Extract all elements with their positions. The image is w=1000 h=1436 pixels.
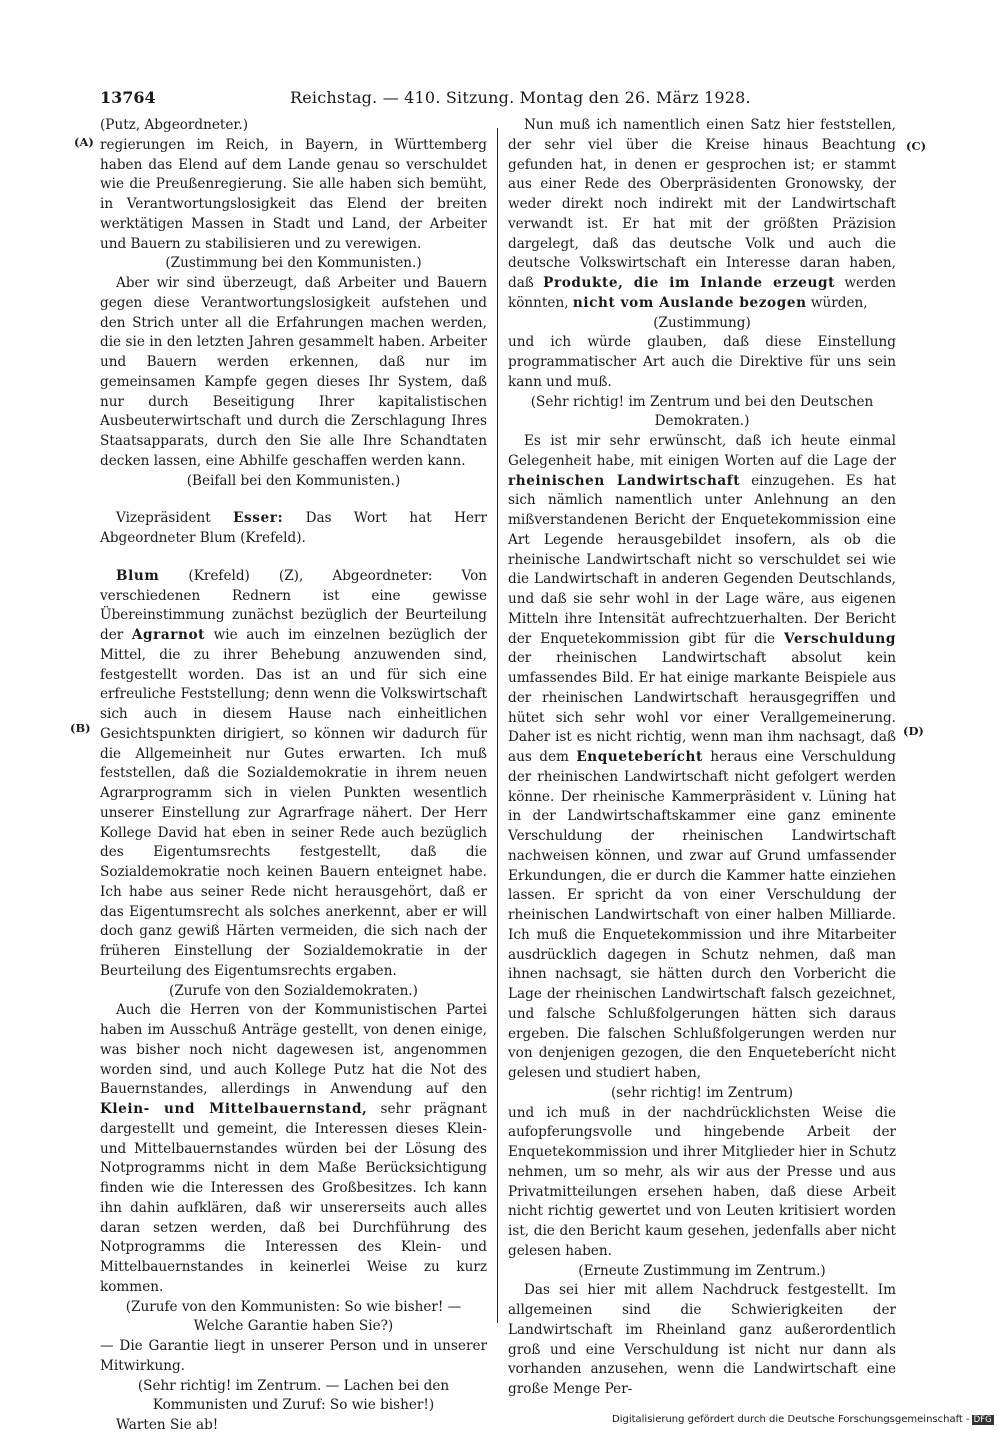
paragraph	[508, 116, 896, 314]
emphasis: nicht vom Auslande bezogen	[572, 294, 807, 311]
speaker-continuation: (Putz, Abgeordneter.)	[100, 117, 249, 133]
interjection: (Erneute Zustimmung im Zentrum.)	[578, 1262, 826, 1279]
interjection: (Zurufe von den Kommunisten: So wie bisher! — Welche Garantie haben Sie?)	[125, 1298, 462, 1335]
left-column	[100, 116, 487, 1436]
paragraph: und ich würde glauben, daß diese Einstellung programmatischer Art auch die Direktive für uns sein kann und muß.	[508, 334, 896, 390]
speaker-name: Blum	[116, 567, 160, 584]
emphasis: Klein- und Mittelbauernstand,	[100, 1101, 368, 1117]
interjection: (sehr richtig! im Zentrum)	[610, 1084, 794, 1101]
interjection: (Beifall bei den Kommunisten.)	[186, 472, 401, 489]
text-run: sehr prägnant dargestellt und gemeint, die Interessen dieses Klein- und Mittelbauernstandes würden bei der Lösung des Notprogramms nicht in dem Maße Berücksichtigung finden wie die Interessen des Großbesitzes. Ich kann ihn dahin aufklären, daß wir unsererseits auch alles daran setzen werden, daß bei Durchführung des Notprogramms die Interessen des Klein- und Mittelbauernstandes in keinerlei Weise zu kurz kommen.	[100, 1101, 487, 1295]
running-title: Reichstag. — 410. Sitzung. Montag den 26. März 1928.	[290, 88, 751, 107]
paragraph: Aber wir sind überzeugt, daß Arbeiter und Bauern gegen diese Verantwortungslosigkeit aufstehen und den Strich unter all die Erfahrungen machen werden, die sie in den letzten Jahren gesammelt haben. Arbeiter und Bauern werden erkennen, daß nur im gemeinsamen Kampfe gegen dieses Ihr System, daß nur durch Beseitigung Ihrer kapitalistischen Ausbeuterwirtschaft und durch die Zerschlagung Ihres Staatsapparats, durch den Sie alle Ihre Schandtaten decken lassen, eine Abhilfe geschaffen werden kann.	[100, 275, 487, 469]
text-run: (Krefeld) (Z), Abgeordneter: Von verschiedenen Rednern ist eine gewisse Übereinstimmung zunächst bezüglich der Beurteilung der	[100, 567, 488, 643]
interjection: (Zustimmung)	[653, 314, 751, 331]
text-run: der rheinischen Landwirtschaft absolut kein umfassendes Bild. Er hat einige markante Beispiele aus der rheinischen Landwirtschaft herausgegriffen und hütet sich sehr wohl vor einer Verallgemeinerung. Daher ist es nicht richtig, wenn man ihm nachsagt, daß aus dem	[508, 650, 896, 765]
margin-mark-b: (B)	[70, 721, 91, 735]
chair-name: Esser:	[233, 510, 284, 527]
chair-title: Vizepräsident	[116, 510, 211, 527]
emphasis: rheinischen Landwirtschaft	[508, 472, 741, 489]
emphasis: Agrarnot	[131, 627, 206, 643]
interjection: (Sehr richtig! im Zentrum. — Lachen bei den Kommunisten und Zuruf: So wie bisher!)	[137, 1377, 450, 1414]
text-run: Auch die Herren von der Kommunistischen Partei haben im Ausschuß Anträge gestellt, von denen einige, was bisher noch nicht dagewesen ist, angenommen worden sind, und auch Kollege Putz hat die Not des Bauernstandes, allerdings in Anwendung auf den	[100, 1002, 487, 1098]
footer-credit	[612, 1414, 994, 1425]
paragraph: und ich muß in der nachdrücklichsten Weise die aufopferungsvolle und hingebende Arbeit der Enquetekommission und ihrer Mitglieder hier in Schutz nehmen, um so mehr, als wir aus der Presse und aus Privatmitteilungen ersehen haben, daß diese Arbeit nicht richtig gewertet und von Leuten kritisiert worden ist, die den Bericht kaum gesehen, jedenfalls aber nicht gelesen haben.	[508, 1104, 896, 1259]
text-run: würden,	[810, 294, 868, 311]
emphasis: Verschuldung	[784, 630, 896, 647]
text-run: wie auch im einzelnen bezüglich der Mittel, die zu ihrer Behebung anzuwenden sind, festgestellt worden. Das ist an und für sich eine erfreuliche Feststellung; denn wenn die Volkswirtschaft sich auch in diesem Hause nach einheitlichen Gesichtspunkten dirigiert, so können wir dadurch für die Allgemeinheit nur Gutes erwarten. Ich muß feststellen, daß die Sozialdemokratie in ihrem neuen Agrarprogramm sich in vielen Punkten wesentlich unserer Einstellung zur Agrarfrage nähert. Der Herr Kollege David hat eben in seiner Rede auch bezüglich des Eigentumsrechts festgestellt, daß die Sozialdemokratie noch keinen Bauern enteignet habe. Ich habe aus seiner Rede nicht herausgehört, daß er das Eigentumsrecht als solches anerkennt, aber er will doch ganz gewiß Härten vermeiden, die sich nach der früheren Einstellung der Sozialdemokratie in der Beurteilung des Eigentumsrechts ergaben.	[100, 627, 488, 979]
paragraph: regierungen im Reich, in Bayern, in Württemberg haben das Elend auf dem Lande genau so verschuldet wie die Preußenregierung. Sie alle haben sich bemüht, in Verantwortungslosigkeit das Elend der breiten werktätigen Massen in Stadt und Land, der Arbeiter und Bauern zu stabilisieren und zu verewigen.	[100, 136, 487, 252]
margin-mark-a: (A)	[74, 135, 94, 149]
interjection: (Zurufe von den Sozialdemokraten.)	[169, 982, 418, 999]
interjection: (Zustimmung bei den Kommunisten.)	[165, 255, 422, 272]
text-run: werden könnten,	[508, 275, 896, 311]
text-run: Nun muß ich namentlich einen Satz hier feststellen, der sehr viel über die Kreise hinaus Beachtung gefunden hat, in denen er gesprochen ist; er stammt aus einer Rede des Oberpräsidenten Gronowsky, der weder direkt noch indirekt mit der Landwirtschaft verwandt ist. Er hat mit der größten Präzision dargelegt, daß das deutsche Volk und auch die deutsche Volkswirtschaft ein Interesse daran haben, daß	[508, 117, 896, 291]
text-run: Es ist mir sehr erwünscht, daß ich heute einmal Gelegenheit habe, mit einigen Worten auf die Lage der	[508, 433, 896, 469]
footer-text: Digitalisierung gefördert durch die Deutsche Forschungsgemeinschaft -	[612, 1414, 970, 1425]
emphasis: Enqueteberícht	[576, 749, 703, 765]
emphasis: Produkte, die im Inlande erzeugt	[543, 275, 836, 291]
paragraph	[508, 432, 896, 1084]
paragraph: — Die Garantie liegt in unserer Person und in unserer Mitwirkung.	[100, 1338, 487, 1374]
interjection: (Sehr richtig! im Zentrum und bei den Deutschen Demokraten.)	[530, 393, 874, 430]
right-column	[508, 116, 896, 1400]
chair-remark	[100, 509, 487, 549]
page-number: 13764	[100, 88, 156, 107]
dfg-logo-icon: DFG	[973, 1415, 992, 1425]
chair-text: Das Wort hat Herr Abgeordneter Blum (Krefeld).	[100, 510, 488, 546]
paragraph: Das sei hier mit allem Nachdruck festgestellt. Im allgemeinen sind die Schwierigkeiten der Landwirtschaft im Rheinland ganz außerordentlich groß und eine Verschuldung ist nicht nur dann als vorhanden anzusehen, wenn die Landwirtschaft eine große Menge Per-	[508, 1282, 896, 1397]
margin-mark-c: (C)	[906, 139, 927, 153]
margin-mark-d: (D)	[903, 724, 924, 738]
column-divider	[497, 128, 498, 1323]
text-run: heraus eine Verschuldung der rheinischen Landwirtschaft nicht gefolgert werden könne. Der rheinische Kammerpräsident v. Lüning hat in der Landwirtschaftskammer eine ganz eminente Verschuldung der rheinischen Landwirtschaft nachweisen können, und zwar auf Grund umfassender Erkundungen, die er durch die Kammer hatte einziehen lassen. Er spricht da von einer Verschuldung der rheinischen Landwirtschaft von einer halben Milliarde. Ich muß die Enquetekommission und ihre Mitarbeiter ausdrücklich dagegen in Schutz nehmen, daß man ihnen nachsagt, sie hätten durch den Vorbericht die Lage der rheinischen Landwirtschaft falsch gezeichnet, und falsche Schlußfolgerungen hätten sich daraus ergeben. Die falschen Schlußfolgerungen werden nur von denjenigen gezogen, die den Enqueteberícht nicht gelesen und studiert haben,	[508, 749, 896, 1081]
paragraph: Warten Sie ab!	[116, 1417, 219, 1433]
text-run: einzugehen. Es hat sich nämlich namentlich unter Anlehnung an den mißverstandenen Bericht der Enquetekommission eine Art Legende herausgebildet insofern, als ob die rheinische Landwirtschaft nicht so verschuldet sei wie die Landwirtschaft in anderen Gegenden Deutschlands, und daß sie sehr wohl in der Lage wäre, aus eigenen Mitteln ihre Intensität aufrechtzuerhalten. Der Bericht der Enquetekommission gibt für die	[508, 472, 896, 647]
speech-start	[100, 567, 487, 982]
paragraph	[100, 1001, 487, 1297]
